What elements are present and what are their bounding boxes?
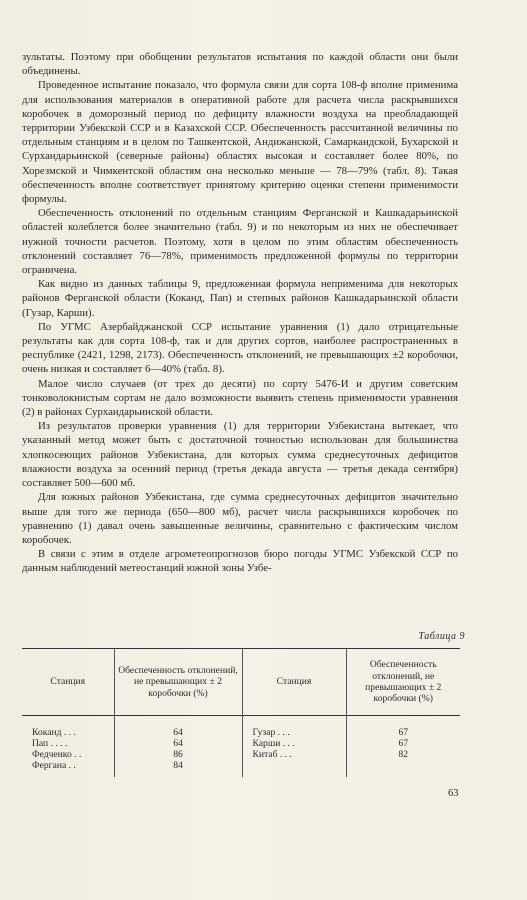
value-cell: 67: [346, 738, 460, 749]
value-cell: 84: [114, 760, 242, 777]
paragraph: По УГМС Азербайджанской ССР испытание уравнения (1) дало отрицательные результаты как для сорта 108-ф, так и для других сортов, наиболее распространенных в республике (2421, 1298, 2173). Обеспеченность отклонений, не превышающих ±2 коробочки, очень низкая и составляет 6—40% (табл. 8).: [22, 320, 458, 376]
table-row: [22, 760, 460, 777]
station-cell: Карши . . .: [242, 738, 346, 749]
value-cell: 64: [114, 716, 242, 739]
table-caption: Таблица 9: [418, 631, 465, 642]
value-cell: 67: [346, 716, 460, 739]
table-row: [22, 738, 460, 749]
paragraph: Проведенное испытание показало, что формула связи для сорта 108-ф вполне применима для использования материалов в оперативной работе для расчета числа раскрывшихся коробочек в доморозный период по дефициту влажности воздуха на преобладающей территории Узбекской ССР и в Казахской ССР. Обеспеченность рассчитанной величины по отдельным станциям и в целом по Ташкентской, Андижанской, Самаркандской, Бухарской и Сурхандарьинской (северные районы) областях высокая и составляет более 80%, по Хорезмской и Чимкентской областям она несколько меньше — 78—79% (табл. 8). Такая обеспеченность вполне соответствует принятому критерию оценки степени применимости формулы.: [22, 79, 458, 206]
body-text: [22, 50, 458, 576]
station-cell: Федченко . .: [32, 749, 82, 760]
header-station-left: Станция: [22, 649, 114, 716]
value-cell: 64: [114, 738, 242, 749]
paragraph: Из результатов проверки уравнения (1) для территории Узбекистана вытекает, что указанный метод может быть с достаточной точностью использован для большинства хлопкосеющих районов Узбекистана, для которых сумма среднесуточных дефицитов влажности воздуха за осенний период (третья декада августа — третья декада сентября) составляет 500—600 мб.: [22, 420, 458, 490]
value-cell: [346, 760, 460, 777]
paragraph: Малое число случаев (от трех до десяти) по сорту 5476-И и другим советским тонковолокнистым сортам не дало возможности выявить степень применимости уравнения (2) в районах Сурхандарьинской области.: [22, 377, 458, 419]
paragraph: Для южных районов Узбекистана, где сумма среднесуточных дефицитов значительно выше для того же периода (650—800 мб), расчет числа раскрывшихся коробочек по уравнению (1) давал очень завышенные величины, сравнительно с фактическим числом коробочек.: [22, 491, 458, 546]
paragraph: В связи с этим в отделе агрометеопрогнозов бюро погоды УГМС Узбекской ССР по данным наблюдений метеостанций южной зоны Узбе-: [22, 548, 458, 575]
value-cell: 82: [346, 749, 460, 760]
header-provision-left: Обеспеченность отклонений, не превышающих ± 2 коробочки (%): [114, 649, 242, 716]
table-9: [22, 648, 460, 777]
station-cell: [242, 760, 346, 777]
table-row: [22, 716, 460, 739]
station-cell: Пап . . . .: [32, 738, 68, 749]
header-station-right: Станция: [242, 649, 346, 716]
station-cell: Гузар . . .: [242, 716, 346, 739]
paragraph: Обеспеченность отклонений по отдельным станциям Ферганской и Кашкадарьинской областей колеблется более значительно (табл. 9) и по некоторым из них не обеспечивает нужной точности расчетов. Поэтому, хотя в целом по этим областям обеспеченность отклонений составляет 76—78%, применимость предложенной формулы по территории ограничена.: [22, 207, 458, 277]
paragraph: Как видно из данных таблицы 9, предложенная формула неприменима для некоторых районов Ферганской области (Коканд, Пап) и степных районов Кашкадарьинской области (Гузар, Карши).: [22, 278, 458, 319]
station-cell: Фергана . .: [32, 760, 76, 771]
value-cell: 86: [114, 749, 242, 760]
table-row: [22, 749, 460, 760]
header-provision-right: Обеспеченность отклонений, не превышающих ± 2 коробочки (%): [346, 649, 460, 716]
paragraph: зультаты. Поэтому при обобщении результатов испытания по каждой области они были объединены.: [22, 51, 458, 78]
page-number: 63: [448, 788, 459, 799]
station-cell: Китаб . . .: [242, 749, 346, 760]
station-cell: Коканд . . .: [32, 727, 76, 738]
table-header-row: [22, 649, 460, 716]
